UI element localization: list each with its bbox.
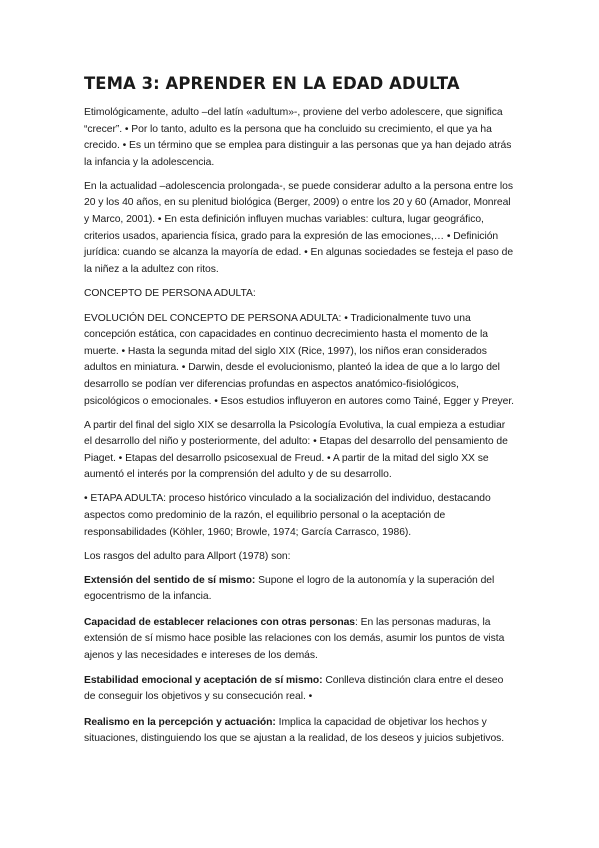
document-title: TEMA 3: APRENDER EN LA EDAD ADULTA — [84, 74, 460, 93]
trait-term: Extensión del sentido de sí mismo: — [84, 574, 256, 586]
trait-term: Capacidad de establecer relaciones con otras personas — [84, 616, 356, 628]
trait-relationships — [84, 615, 514, 665]
paragraph-evolutive-psychology: A partir del final del siglo XIX se desarrolla la Psicología Evolutiva, la cual empieza a estudiar el desarrollo del niño y posteriormente, del adulto: • Etapas del desarrollo del pensamiento de Piaget. • Etapas del desarrollo psicosexual de Freud. • A partir de la mitad del siglo XX se aumentó el interés por la comprensión del adulto y de su desarrollo. — [84, 419, 508, 481]
trait-text: Conlleva distinción clara entre el deseo de conseguir los objetivos y su consecución real. • — [84, 674, 504, 703]
trait-text: Supone el logro de la autonomía y la superación del egocentrismo de la infancia. — [84, 574, 495, 603]
trait-term: Realismo en la percepción y actuación: — [84, 716, 276, 728]
paragraph-current-definition: En la actualidad –adolescencia prolongada-, se puede considerar adulto a la persona entre los 20 y los 40 años, en su plenitud biológica (Berger, 2009) o entre los 20 y 60 (Amador, Monreal y Marco, 2001). • En esta definición influyen muchas variables: cultura, lugar geográfico, criterios usados, apariencia física, grado para la expresión de las emociones,… • Definición jurídica: cuando se alcanza la mayoría de edad. • En algunas sociedades se festeja el paso de la niñez a la adultez con ritos. — [84, 180, 514, 275]
trait-text: Implica la capacidad de objetivar los hechos y situaciones, distinguiendo los que se ajustan a la realidad, de los deseos y juicios subjetivos. — [84, 716, 505, 745]
paragraph-etymology: Etimológicamente, adulto –del latín «adultum»-, proviene del verbo adolescere, que significa “crecer”. • Por lo tanto, adulto es la persona que ha concluido su crecimiento, el que ya ha crecido. • Es un término que se emplea para distinguir a las personas que ya han dejado atrás la infancia y la adolescencia. — [84, 107, 512, 168]
paragraph-evolution: EVOLUCIÓN DEL CONCEPTO DE PERSONA ADULTA: • Tradicionalmente tuvo una concepción estática, con capacidades en continuo decrecimiento hasta el momento de la muerte. • Hasta la segunda mitad del siglo XIX (Rice, 1997), los niños eran considerados adultos en miniatura. • Darwin, desde el evolucionismo, planteó la idea de que a lo largo del desarrollo se podían ver diferencias profundas en aspectos anatómico-fisiológicos, psicológicos o emocionales. • Esos estudios influyeron en autores como Tainé, Egger y Preyer. — [84, 312, 515, 407]
trait-self-extension — [84, 573, 514, 606]
trait-emotional-stability — [84, 673, 514, 706]
section-heading-concept: CONCEPTO DE PERSONA ADULTA: — [84, 287, 256, 299]
paragraph-adult-stage: • ETAPA ADULTA: proceso histórico vinculado a la socialización del individuo, destacando aspectos como predominio de la razón, el equilibrio personal o la aceptación de responsabilidades (Köhler, 1960; Browle, 1974; García Carrasco, 1986). — [84, 493, 491, 538]
document-page — [84, 74, 514, 756]
trait-text: : En las personas maduras, la extensión de sí mismo hace posible las relaciones con los demás, asumir los puntos de vista ajenos y las necesidades e intereses de los demás. — [84, 616, 505, 661]
trait-term: Estabilidad emocional y aceptación de sí mismo: — [84, 674, 323, 686]
paragraph-allport-intro: Los rasgos del adulto para Allport (1978) son: — [84, 550, 291, 562]
trait-realism — [84, 715, 514, 748]
